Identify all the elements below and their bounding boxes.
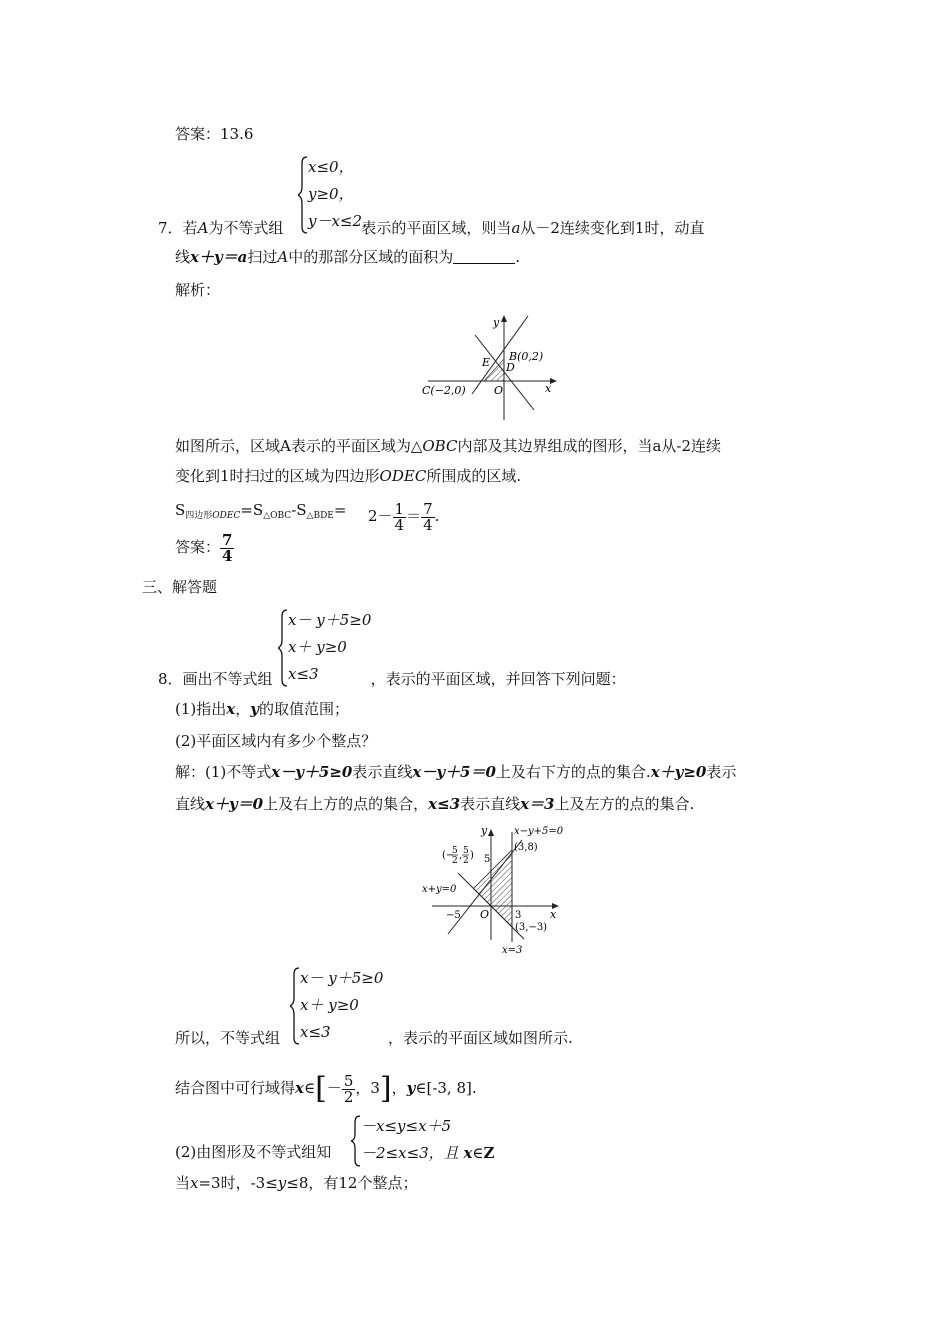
fig7-O-label: O: [494, 384, 504, 397]
fig8-point-3-8: (3,8): [514, 842, 538, 853]
fig7-D-label: D: [506, 361, 515, 374]
q8-so-sys-line-3: x≤3: [300, 1023, 331, 1041]
q7-sys-line-3: y－x≤2，: [308, 212, 378, 230]
svg-text:): ): [470, 850, 474, 861]
fig8-point-neg52-52: [442, 846, 474, 866]
q8-so-sys-line-2: x＋ y≥0: [300, 996, 359, 1014]
q8-range-line: 结合图中可行域得x∈[－ $\frac{5}{2}$ ，3]，y∈[-3, 8].: [175, 1071, 477, 1106]
q7-explanation-2: 变化到1时扫过的区域为四边形ODEC所围成的区域.: [175, 467, 522, 485]
q7-line-1: 7．若A为不等式组 表示的平面区域，则当a从－2连续变化到1时，动直: [158, 219, 705, 237]
q8-sub2: (2)平面区域内有多少个整点？: [175, 732, 377, 750]
brace-icon: [351, 1114, 361, 1168]
fig8-neg5-label: −5: [446, 910, 461, 921]
q7-figure: [420, 310, 560, 425]
q8-sys-line-2: x＋ y≥0: [288, 638, 347, 656]
section-heading: 三、解答题: [142, 578, 218, 596]
q7-answer: 答案： $\frac{7}{4}$: [175, 530, 233, 565]
q7-sys-line-2: y≥0，: [308, 185, 354, 203]
fig8-x-label: x: [550, 908, 557, 921]
q8-sys-line-3: x≤3: [288, 665, 319, 683]
svg-text:5: 5: [452, 846, 458, 856]
fig7-y-label: y: [493, 316, 500, 329]
q8-part2-system: [351, 1114, 551, 1168]
fig8-five-label: 5: [484, 854, 491, 865]
fig7-x-label: x: [545, 382, 552, 395]
q8-part2-sys-line-1: －x≤y≤x＋5: [361, 1117, 452, 1135]
q8-so-sys-line-1: x－ y＋5≥0: [300, 969, 384, 987]
q8-solution-2: 直线x＋y＝0上及右上方的点的集合，x≤3表示直线x＝3上及左方的点的集合.: [175, 795, 695, 813]
q7-area-formula: $S_{四边形ODEC}=S_{\triangle OBC}-S_{\triangle BDE}=$: [175, 501, 347, 521]
q8-so-line: 所以，不等式组 ，表示的平面区域如图所示.: [175, 1029, 573, 1047]
fig7-B-label: B(0,2): [509, 350, 544, 363]
fig8-three-label: 3: [515, 910, 522, 921]
q8-solution-1: 解：(1)不等式x－y＋5≥0表示直线x－y＋5＝0上及右下方的点的集合.x＋y≥0表示: [175, 763, 737, 781]
fig8-y-label: y: [481, 824, 488, 837]
q8-sys-line-1: x－ y＋5≥0: [288, 611, 372, 629]
fig8-line3-label: x=3: [502, 945, 523, 956]
q8-count-line: 当x=3时，-3≤y≤8，有12个整点；: [175, 1174, 418, 1192]
fig8-line1-label: x−y+5=0: [514, 826, 564, 837]
q7-line-2: 线x＋y＝a扫过A中的那部分区域的面积为 .: [175, 248, 521, 266]
svg-text:(−: (−: [442, 850, 455, 861]
q8-sub1: (1)指出x，y的取值范围；: [175, 700, 349, 718]
q7-sys-line-1: x≤0，: [308, 158, 354, 176]
q7-number: 7．: [158, 219, 183, 237]
fig8-O-label: O: [480, 908, 490, 921]
fig8-point-3-neg3: (3,−3): [515, 922, 548, 933]
fig7-E-label: E: [482, 356, 491, 369]
q8-prompt: 8．画出不等式组 ，表示的平面区域，并回答下列问题：: [158, 670, 626, 688]
svg-text:2: 2: [463, 856, 469, 866]
answer-blank: [453, 249, 515, 264]
fig8-line2-label: x+y=0: [422, 884, 457, 895]
y-axis-arrow-icon: [488, 829, 494, 836]
svg-text:5: 5: [463, 846, 469, 856]
fig7-C-label: C(−2,0): [422, 384, 466, 397]
y-axis-arrow-icon: [501, 315, 507, 322]
q8-part2-label: (2)由图形及不等式组知: [175, 1143, 332, 1161]
q8-number: 8．: [158, 670, 183, 688]
q7-area-calc: 2－ $\frac{1}{4}$ ＝ $\frac{7}{4}$ .: [368, 499, 440, 534]
answer-6: 答案：13.6: [175, 125, 254, 143]
svg-text:2: 2: [452, 856, 458, 866]
q8-figure: [420, 822, 570, 957]
q7-analysis-label: 解析：: [175, 281, 221, 299]
svg-text:,: ,: [459, 850, 463, 861]
q8-part2-sys-line-2: －2≤x≤3，且 x∈Z: [361, 1144, 495, 1162]
q7-explanation-1: 如图所示，区域A表示的平面区域为△OBC内部及其边界组成的图形，当a从-2连续: [175, 437, 722, 455]
